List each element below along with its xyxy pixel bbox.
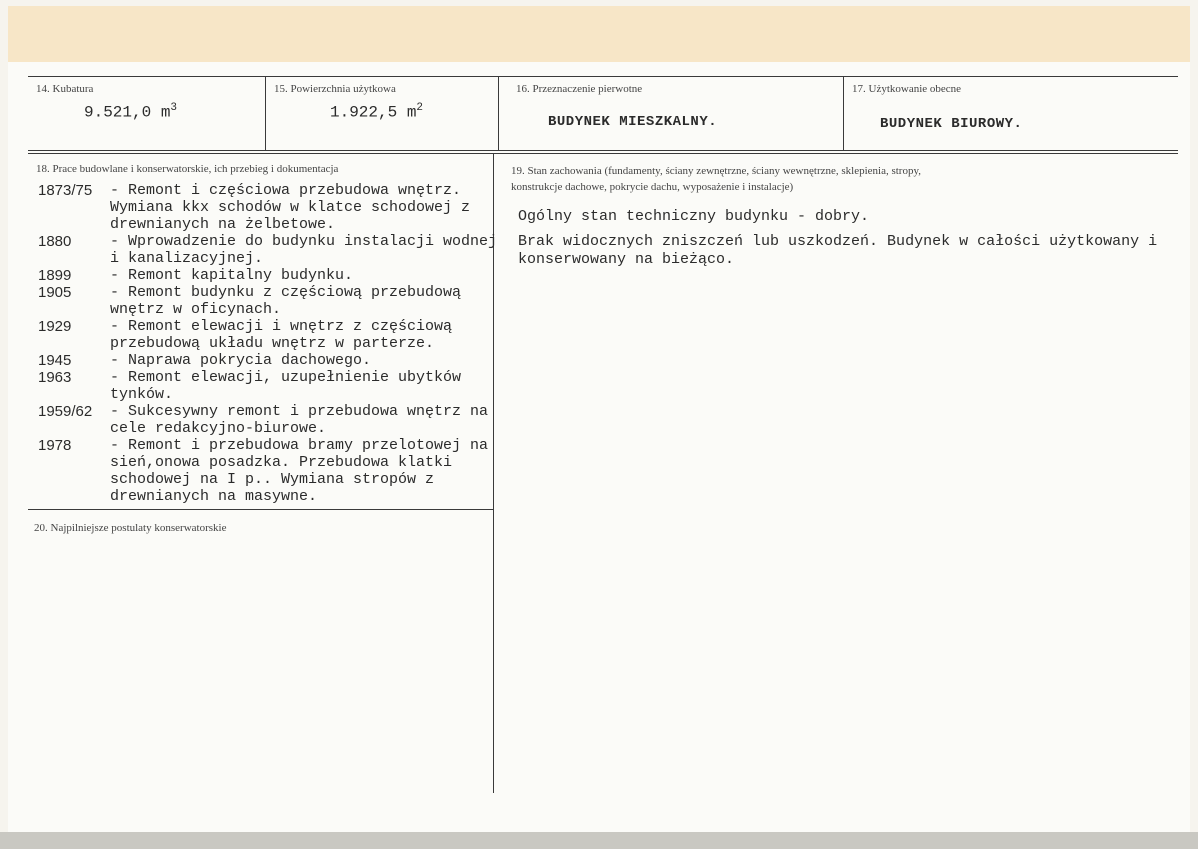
entry-text: - Remont budynku z częściową przebudową wnętrz w oficynach. [110,284,462,318]
col-divider-3 [843,77,844,150]
top-rule [28,76,1178,77]
kubatura-label: 14. Kubatura [36,83,94,95]
prace-entry [38,233,498,267]
prace-entry [38,284,498,318]
entry-text: - Remont i częściowa przebudowa wnętrz. Wymiana kkx schodów w klatce schodowej z drewnianych na żelbetowe. [110,182,471,233]
prace-entry [38,369,498,403]
entry-year: 1978 [38,437,72,454]
powierzchnia-label: 15. Powierzchnia użytkowa [274,83,396,95]
prace-list [38,182,498,505]
col-divider-2 [498,77,499,150]
prace-entry [38,437,498,505]
prace-entry [38,318,498,352]
powierzchnia-exponent: 2 [416,102,424,114]
row1-bottom-rule [28,150,1178,151]
entry-text: - Sukcesywny remont i przebudowa wnętrz na cele redakcyjno-biurowe. [110,403,489,437]
entry-text: - Remont i przebudowa bramy przelotowej na sień,onowa posadzka. Przebudowa klatki schodowej na I p.. Wymiana stropów z drewnianych na masywne. [110,437,489,505]
entry-year: 1905 [38,284,72,301]
entry-year: 1963 [38,369,72,386]
stan-text [518,208,1158,276]
prace-entry [38,352,498,369]
entry-text: - Naprawa pokrycia dachowego. [110,352,372,369]
entry-year: 1929 [38,318,72,335]
prace-entry [38,182,498,233]
entry-year: 1959/62 [38,403,93,420]
stan-paragraph: Brak widocznych zniszczeń lub uszkodzeń. Budynek w całości użytkowany i konserwowany na bieżąco. [518,233,1158,268]
uzytkowanie-label: 17. Użytkowanie obecne [852,83,962,95]
row1-bottom-rule-2 [28,153,1178,154]
powierzchnia-number: 1.922,5 m [330,103,417,122]
stan-paragraph: Ogólny stan techniczny budynku - dobry. [518,208,870,225]
section18-bottom-rule [28,509,493,510]
stan-label-line2: konstrukcje dachowe, pokrycie dachu, wyposażenie i instalacje) [511,181,794,193]
postulaty-label: 20. Najpilniejsze postulaty konserwatorskie [34,522,227,534]
entry-text: - Remont elewacji i wnętrz z częściową przebudową układu wnętrz w parterze. [110,318,453,352]
przeznaczenie-label: 16. Przeznaczenie pierwotne [516,83,643,95]
entry-text: - Wprowadzenie do budynku instalacji wodnej i kanalizacyjnej. [110,233,498,267]
scan-bottom-edge [0,832,1198,849]
entry-text: - Remont elewacji, uzupełnienie ubytków tynków. [110,369,462,403]
kubatura-value [84,102,177,121]
col-divider-1 [265,77,266,150]
kubatura-number: 9.521,0 m [84,103,171,122]
card-top-band [8,6,1190,62]
kubatura-exponent: 3 [170,102,178,114]
stan-label-line1: 19. Stan zachowania (fundamenty, ściany zewnętrzne, ściany wewnętrzne, sklepienia, stropy, [511,165,922,177]
prace-label: 18. Prace budowlane i konserwatorskie, ich przebieg i dokumentacja [36,163,339,175]
entry-year: 1899 [38,267,72,284]
prace-entry [38,267,498,284]
entry-year: 1945 [38,352,72,369]
przeznaczenie-value: BUDYNEK MIESZKALNY. [548,114,718,130]
entry-year: 1880 [38,233,72,250]
prace-entry [38,403,498,437]
entry-year: 1873/75 [38,182,93,199]
uzytkowanie-value: BUDYNEK BIUROWY. [880,116,1023,132]
entry-text: - Remont kapitalny budynku. [110,267,354,284]
powierzchnia-value [330,102,423,121]
